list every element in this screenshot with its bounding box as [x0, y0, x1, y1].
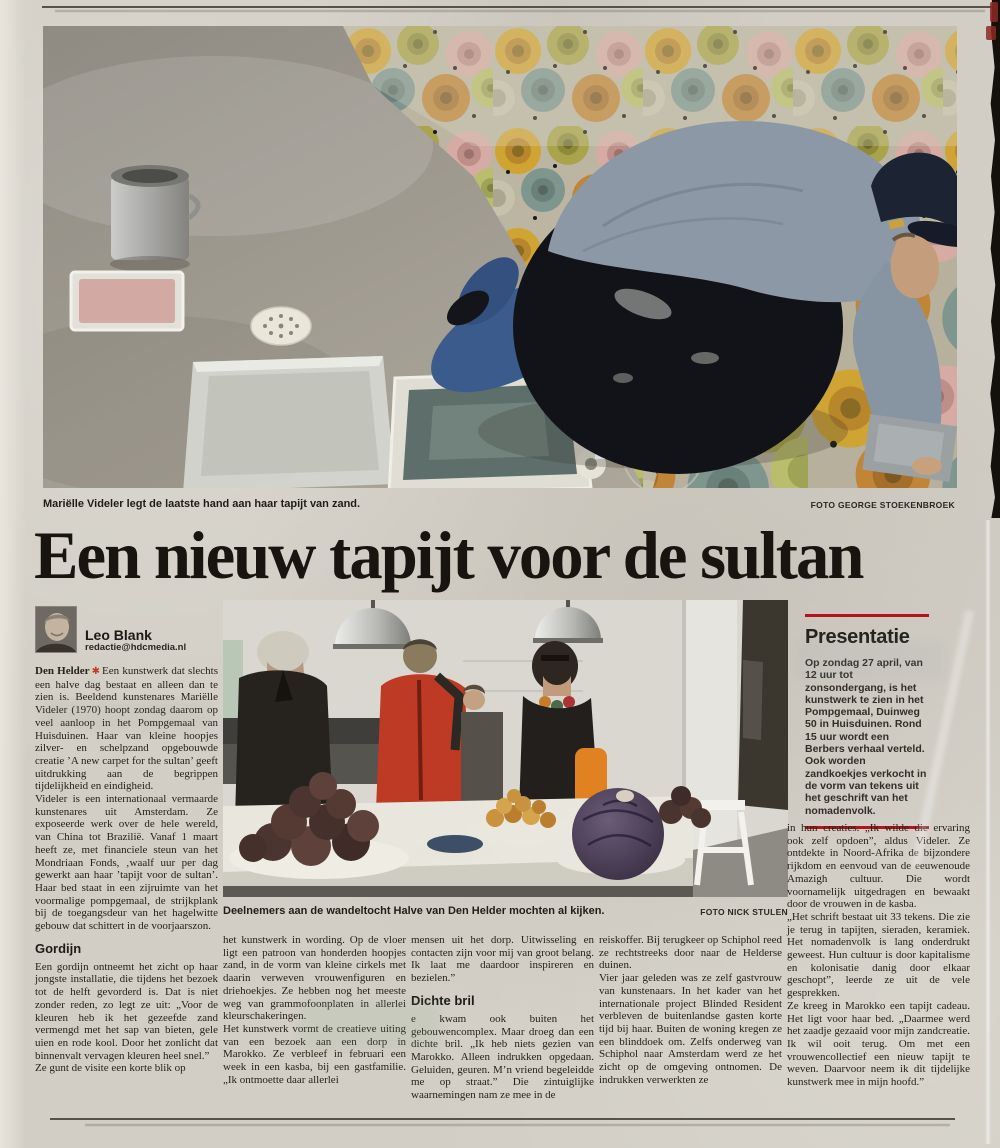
- top-rule-shadow: [55, 10, 985, 12]
- paragraph-text: Een kunstwerk dat slechts een halve dag bestaat en alleen dan te zien is. Beeldend kunstenares Mariëlle Videler (1970) hoopt zondag daarom op veel aanloop in het Pompgemaal van Huisduinen. Haar van kleine hoopjes zilver- en schelpzand opgebouwde creatie ’A new carpet for the sultan’ geeft uitdrukking aan de begrippen tijdelijkheid en eindigheid.: [35, 665, 218, 793]
- paragraph: reiskoffer. Bij terugkeer op Schiphol reed ze rechtstreeks door naar de Helderse duinen.: [599, 934, 782, 972]
- print-showthrough: [300, 1000, 440, 1050]
- paper-crease: [985, 520, 991, 1144]
- column-4: [599, 934, 782, 1086]
- paragraph: Een gordijn ontneemt het zicht op haar jongste installatie, die tijdens het bezoek tot de helft gevorderd is. Dat is niet zonder reden, zo legt ze uit: „Voor de kleuren heb ik het gezeefde zand vermengd met het sap van bieten, gele uien en rode kool. Door het zonlicht dat binnenvalt vervagen kleuren heel snel.”: [35, 960, 218, 1062]
- visitor-far-right: [738, 600, 788, 810]
- paragraph: het kunstwerk in wording. Op de vloer ligt een patroon van honderden hoopjes zand, in de vorm van kleine cirkels met daarin verweven vrouwenfiguren en driehoekjes. Ze hebben nog het meeste weg van grammofoonplaten in allerlei kleurschakeringen.: [223, 934, 406, 1023]
- empty-crate: [183, 356, 395, 488]
- author-portrait: [35, 606, 77, 653]
- pink-sand-tray: [71, 272, 183, 330]
- photo-top-caption: Mariëlle Videler legt de laatste hand aan haar tapijt van zand.: [43, 498, 361, 510]
- print-showthrough: [42, 700, 212, 730]
- paragraph: Ze gunt de visite een korte blik op: [35, 1062, 186, 1075]
- column-5: [787, 822, 970, 1089]
- byline: [35, 606, 218, 653]
- sidebar-body: Op zondag 27 april, van 12 uur tot zonsondergang, is het kunstwerk te zien in het Pompgemaal, Duinweg 50 in Huisduinen. Rond 15 uur wordt een Berbers verhaal verteld. Ook worden zandkoekjes verkocht in de vorm van tekens uit het geschrift van het nomadenvolk.: [805, 657, 927, 817]
- paragraph: Het kunstwerk vormt de creatieve uiting van een bezoek aan een dorp in Marokko. Ze verbleef in februari een week in een kasba, bij een gastfamilie. „Ik ontmoette daar allerlei: [223, 1022, 406, 1086]
- subhead-dichte-bril: Dichte bril: [411, 992, 475, 1008]
- sidebar-top-rule: [805, 614, 929, 617]
- photo-mid: [223, 600, 788, 897]
- paragraph: „Het schrift bestaat uit 33 tekens. Die zie je terug in tapijten, sieraden, keramiek. Het nomadenvolk is lang onderdrukt geweest. Hun cultuur is door kapitalisme en kolonisatie danig door elkaar geschopt”, leerde ze uit de vele gesprekken.: [787, 910, 970, 1000]
- paragraph: in hun creaties. „Ik wilde die ervaring ook zelf opdoen”, aldus Videler. Ze ontdekte in Noord-Afrika de bijzondere rijkdom en eenvoud van de eeuwenoude Amazigh cultuur. Die wordt voornamelijk uitgedragen en bewaakt door de vrouwen in de kasba.: [787, 822, 970, 911]
- column-1: [35, 606, 218, 1075]
- sidebar-title: Presentatie: [805, 626, 910, 648]
- photo-mid-caption: Deelnemers aan de wandeltocht Halve van Den Helder mochten al kijken.: [223, 905, 605, 917]
- subhead-gordijn: Gordijn: [35, 940, 82, 956]
- scan-torn-edge: [982, 0, 1000, 518]
- paragraph: Videler is een internationaal vermaarde kunstenares uit Amsterdam. Ze exposeerde werk over de hele wereld, van China tot Brazilië. Vanaf 1 maart heeft ze, met financiele steun van het Mondriaan Fonds, ‚waalf uur per dag gewerkt aan haar ’tapijt voor de sultan’. Haar bed staat in een zijruimte van het voormalige pompgemaal, de strijkplank bij de toegangsdeur van het hagelwitte gebouw dat schittert in de voorjaarszon.: [35, 793, 218, 933]
- author-email: redactie@hdcmedia.nl: [85, 642, 187, 653]
- dotted-plate: [251, 307, 311, 345]
- asterisk-icon: ✱: [91, 666, 100, 677]
- paragraph: e kwam ook buiten het gebouwencomplex. Maar droeg dan een dichte bril. „Ik heb niets gezien van Marokko. Alleen indrukken opgedaan. Geluiden, geuren. M’n vriend begeleidde me op straat.” Die zintuiglijke waarnemingen nam ze mee in de: [411, 1012, 594, 1102]
- dateline: Den Helder: [35, 665, 90, 677]
- print-showthrough: [795, 640, 945, 680]
- top-rule: [42, 6, 992, 8]
- photo-top: [43, 26, 957, 488]
- byline-text: [85, 628, 186, 653]
- paragraph: Ze kreeg in Marokko een tapijt cadeau. Het ligt voor haar bed. „Daarmee werd het zaadje gezaaid voor mijn zandcreatie. Ik wil ooit terug. Om met een vrouwencollectief een nieuw tapijt te weven. Daarvoor neem ik dit tijdelijke kunstwerk mee in mijn hoofd.”: [787, 999, 970, 1089]
- bottom-rule: [50, 1118, 955, 1120]
- bottom-rule-shadow: [85, 1124, 950, 1126]
- author-name: Leo Blank: [85, 627, 152, 643]
- paragraph: mensen uit het dorp. Uitwisseling en contacten zijn voor mij van groot belang. Ik laat me daardoor inspireren en bezielen.”: [411, 934, 594, 985]
- scan-left-margin: [0, 0, 26, 1148]
- author-portrait-illustration: [36, 607, 76, 652]
- metal-pot: [110, 165, 198, 272]
- headline: Een nieuw tapijt voor de sultan: [34, 517, 863, 593]
- scan-red-speck: [986, 26, 996, 40]
- scan-red-speck: [990, 2, 998, 22]
- photo-top-credit: FOTO GEORGE STOEKENBROEK: [810, 500, 955, 510]
- paragraph: Vier jaar geleden was ze zelf gastvrouw van kunstenaars. In het kader van het internationale project Blinded Resident verbleven de buitenlandse gasten korte tijd bij haar. Buiten de woning kregen ze een blinddoek om. Zelfs onderweg van Schiphol naar Amsterdam werd ze het zicht op de omgeving ontnomen. De indrukken verwerkten ze: [599, 972, 782, 1086]
- photo-mid-illustration: [223, 600, 788, 897]
- photo-top-illustration: [43, 26, 957, 488]
- photo-mid-credit: FOTO NICK STULEN: [700, 907, 788, 917]
